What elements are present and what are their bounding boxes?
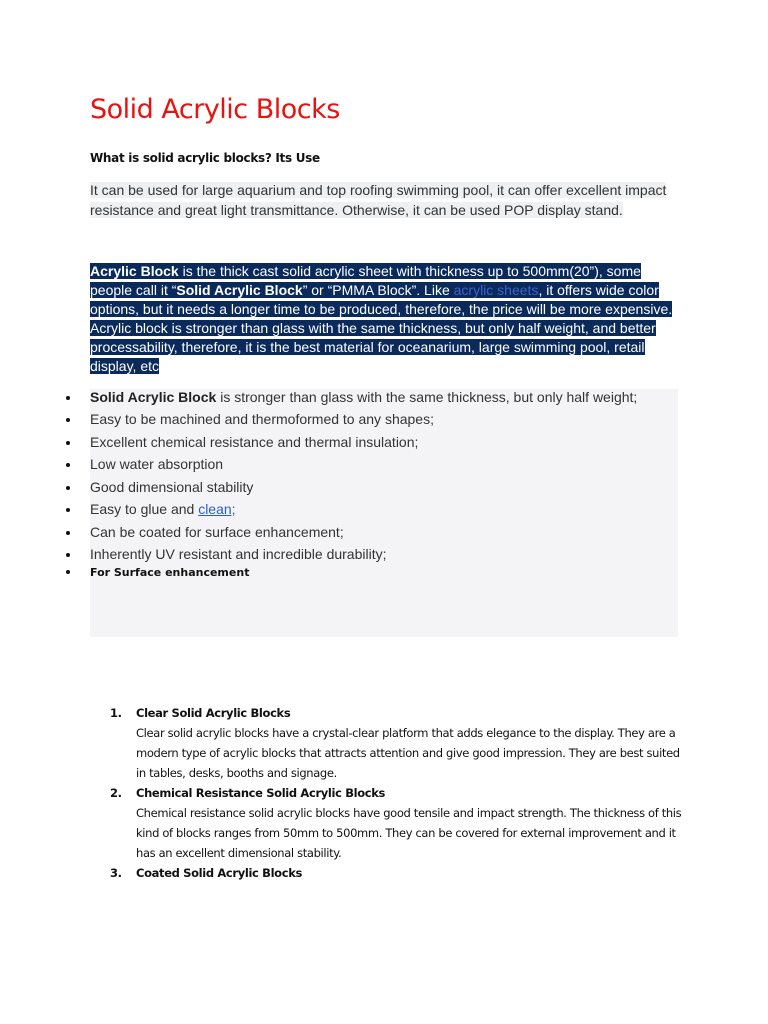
line-text: is the thick cast solid acrylic sheet with thickness up to 500mm(20”), some	[178, 263, 641, 279]
item-text: Good dimensional stability	[90, 478, 254, 495]
page-title: Solid Acrylic Blocks	[90, 94, 340, 125]
bullet-icon	[66, 570, 70, 574]
highlighted-line: Acrylic block is stronger than glass with the same thickness, but only half weight, and better	[90, 320, 656, 336]
list-item	[0, 501, 660, 518]
bullet-icon	[66, 508, 70, 512]
list-item	[0, 479, 660, 496]
list-item	[0, 456, 660, 473]
highlighted-paragraph	[90, 262, 680, 376]
type-item	[110, 863, 690, 883]
item-text: Excellent chemical resistance and thermal insulation;	[90, 433, 419, 450]
item-text: Easy to be machined and thermoformed to any shapes;	[90, 411, 434, 427]
bold-term: Solid Acrylic Block	[176, 282, 303, 298]
bold-term: Solid Acrylic Block	[90, 389, 217, 405]
item-text: Low water absorption	[90, 456, 224, 472]
highlighted-line	[90, 282, 659, 298]
highlighted-line: options, but it needs a longer time to be produced, therefore, the price will be more expensive.	[90, 301, 673, 317]
highlighted-line	[90, 263, 641, 279]
bullet-icon	[66, 418, 70, 422]
list-item	[0, 524, 660, 541]
item-number: 1.	[110, 706, 122, 720]
bullet-icon	[66, 486, 70, 490]
type-item	[110, 783, 690, 863]
type-heading: Coated Solid Acrylic Blocks	[136, 866, 302, 880]
highlighted-line: display, etc	[90, 358, 159, 374]
list-item	[0, 434, 660, 451]
clean-link[interactable]: clean;	[198, 501, 236, 517]
types-list	[110, 703, 690, 883]
type-heading: Clear Solid Acrylic Blocks	[136, 706, 291, 720]
section-subtitle: What is solid acrylic blocks? Its Use	[90, 151, 320, 165]
bullet-icon	[66, 396, 70, 400]
list-item	[0, 389, 660, 406]
type-item	[110, 703, 690, 783]
line-text: , it offers wide color	[538, 282, 659, 298]
bold-term: Acrylic Block	[90, 263, 179, 279]
bullet-icon	[66, 463, 70, 467]
bullet-icon	[66, 441, 70, 445]
item-text: Easy to glue and	[90, 501, 199, 517]
list-item	[0, 411, 660, 428]
item-text: is stronger than glass with the same thickness, but only half weight;	[216, 389, 638, 405]
type-description: Chemical resistance solid acrylic blocks have good tensile and impact strength. The thickness of this kind of blocks ranges from 50mm to 500mm. They can be covered for external improvement and it has an excellent dimensional stability.	[136, 806, 682, 860]
item-number: 2.	[110, 786, 122, 800]
item-number: 3.	[110, 866, 122, 880]
line-text: people call it “	[90, 282, 177, 298]
list-item	[0, 566, 660, 579]
item-text: For Surface enhancement	[90, 565, 250, 579]
type-heading: Chemical Resistance Solid Acrylic Blocks	[136, 786, 386, 800]
acrylic-sheets-link[interactable]: acrylic sheets	[453, 282, 539, 298]
bullet-icon	[66, 531, 70, 535]
intro-line: resistance and great light transmittance. Otherwise, it can be used POP display stand.	[90, 201, 623, 218]
list-item	[0, 546, 660, 563]
item-text: Inherently UV resistant and incredible durability;	[90, 546, 387, 562]
item-text: Can be coated for surface enhancement;	[90, 523, 344, 540]
bullet-icon	[66, 553, 70, 557]
highlighted-line: processability, therefore, it is the best material for oceanarium, large swimming pool, retail	[90, 339, 645, 355]
intro-line: It can be used for large aquarium and top roofing swimming pool, it can offer excellent impact	[90, 182, 667, 198]
type-description: Clear solid acrylic blocks have a crystal-clear platform that adds elegance to the display. They are a modern type of acrylic blocks that attracts attention and give good impression. They are best suited in tables, desks, booths and signage.	[136, 726, 680, 780]
features-list	[0, 389, 660, 584]
line-text: ” or “PMMA Block”. Like	[302, 282, 454, 298]
intro-paragraph	[90, 181, 680, 220]
